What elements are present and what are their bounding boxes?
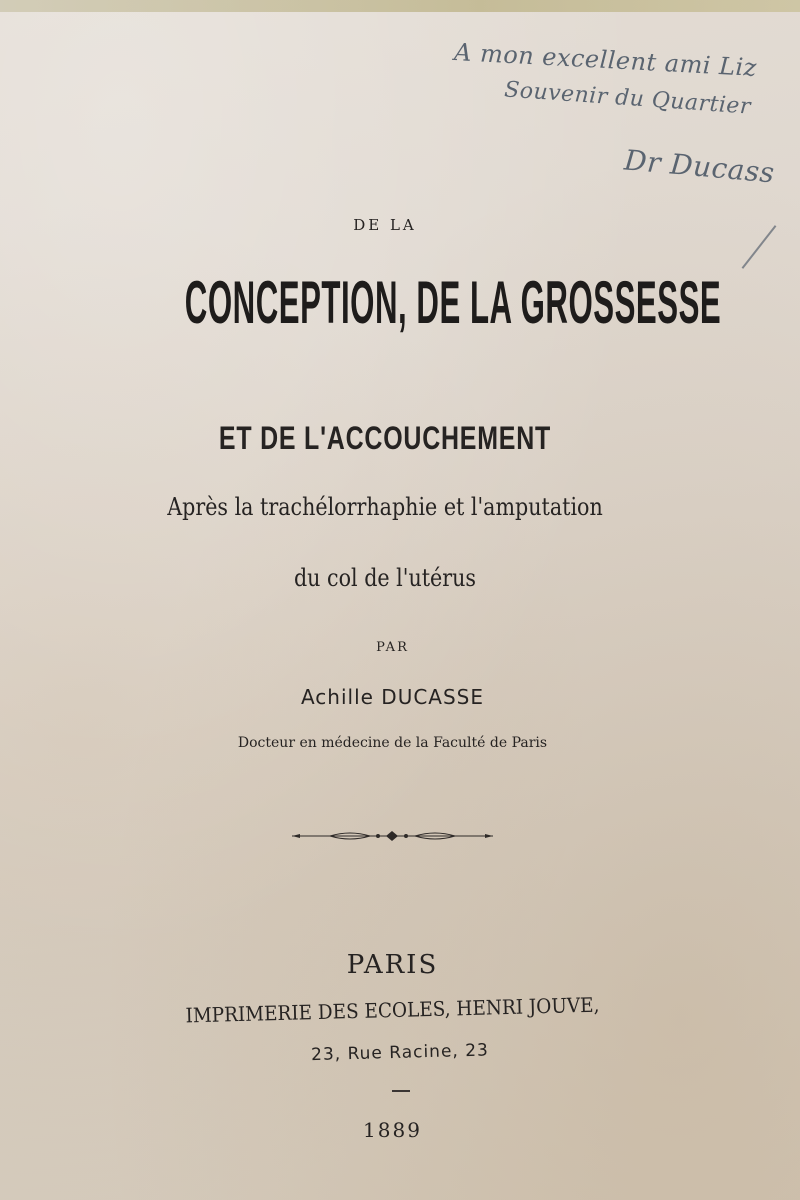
- sub-title: ET DE L'ACCOUCHEMENT: [218, 420, 552, 456]
- inscription-signature: Dr Ducass: [622, 143, 776, 190]
- imprint-city: PARIS: [346, 950, 439, 980]
- inscription-line-1: A mon excellent ami Liz: [453, 38, 758, 82]
- subject-line-1: Après la trachélorrhaphie et l'amputation: [167, 493, 603, 521]
- subject-line-2: du col de l'utérus: [293, 564, 477, 592]
- author-credentials: Docteur en médecine de la Faculté de Paris: [237, 735, 548, 751]
- imprint-address: 23, Rue Racine, 23: [310, 1040, 490, 1066]
- ornament-divider: [290, 825, 495, 847]
- imprint-dash: [392, 1090, 410, 1092]
- imprint-year: 1889: [363, 1118, 422, 1142]
- main-title: CONCEPTION, DE LA GROSSESSE: [184, 269, 722, 336]
- handwritten-inscription: [440, 40, 800, 240]
- inscription-line-2: Souvenir du Quartier: [503, 77, 752, 120]
- by-label: PAR: [376, 640, 409, 655]
- author-name: Achille DUCASSE: [300, 685, 485, 709]
- imprint-printer: IMPRIMERIE DES ECOLES, HENRI JOUVE,: [185, 992, 600, 1028]
- title-preposition: DE LA: [353, 216, 417, 234]
- page-top-edge: [0, 0, 800, 12]
